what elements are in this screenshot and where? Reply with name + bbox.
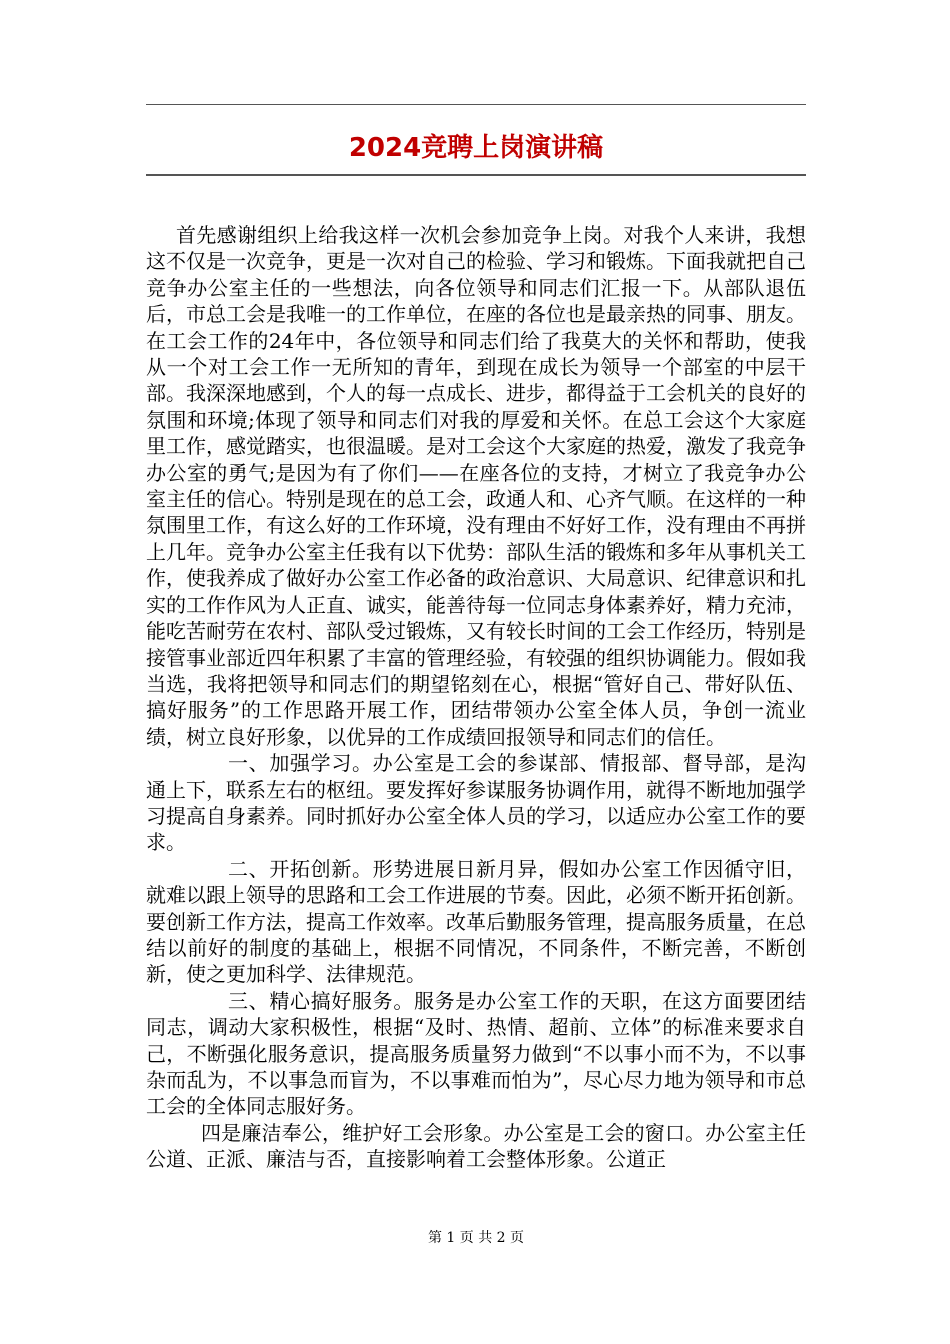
- paragraph-point-1: 一、加强学习。办公室是工会的参谋部、情报部、督导部，是沟通上下，联系左右的枢纽。要发挥好参谋服务协调作用，就得不断地加强学习提高自身素养。同时抓好办公室全体人员的学习，以适应办公室工作的要求。: [146, 751, 806, 855]
- paragraph-point-2: 二、开拓创新。形势进展日新月异，假如办公室工作因循守旧，就难以跟上领导的思路和工会工作进展的节奏。因此，必须不断开拓创新。要创新工作方法，提高工作效率。改革后勤服务管理，提高服务质量，在总结以前好的制度的基础上，根据不同情况，不同条件，不断完善，不断创新，使之更加科学、法律规范。: [146, 856, 806, 987]
- header-rule-bottom: [146, 174, 806, 176]
- paragraph-point-3: 三、精心搞好服务。服务是办公室工作的天职，在这方面要团结同志，调动大家积极性，根据“及时、热情、超前、立体”的标准来要求自己，不断强化服务意识，提高服务质量努力做到“不以事小而不为，不以事杂而乱为，不以事急而盲为，不以事难而怕为”，尽心尽力地为领导和市总工会的全体同志服好务。: [146, 988, 806, 1119]
- paragraph-intro: 首先感谢组织上给我这样一次机会参加竞争上岗。对我个人来讲，我想这不仅是一次竞争，更是一次对自己的检验、学习和锻炼。下面我就把自己竞争办公室主任的一些想法，向各位领导和同志们汇报一下。从部队退伍后，市总工会是我唯一的工作单位，在座的各位也是最亲热的同事、朋友。在工会工作的24年中，各位领导和同志们给了我莫大的关怀和帮助，使我从一个对工会工作一无所知的青年，到现在成长为领导一个部室的中层干部。我深深地感到，个人的每一点成长、进步，都得益于工会机关的良好的氛围和环境;体现了领导和同志们对我的厚爱和关怀。在总工会这个大家庭里工作，感觉踏实，也很温暖。是对工会这个大家庭的热爱，激发了我竞争办公室的勇气;是因为有了你们——在座各位的支持，才树立了我竞争办公室主任的信心。特别是现在的总工会，政通人和、心齐气顺。在这样的一种氛围里工作，有这么好的工作环境，没有理由不好好工作，没有理由不再拼上几年。竞争办公室主任我有以下优势：部队生活的锻炼和多年从事机关工作，使我养成了做好办公室工作必备的政治意识、大局意识、纪律意识和扎实的工作作风为人正直、诚实，能善待每一位同志身体素养好，精力充沛，能吃苦耐劳在农村、部队受过锻炼，又有较长时间的工会工作经历，特别是接管事业部近四年积累了丰富的管理经验，有较强的组织协调能力。假如我当选，我将把领导和同志们的期望铭刻在心，根据“管好自己、带好队伍、搞好服务”的工作思路开展工作，团结带领办公室全体人员，争创一流业绩，树立良好形象，以优异的工作成绩回报领导和同志们的信任。: [146, 223, 806, 749]
- paragraph-point-4: 四是廉洁奉公，维护好工会形象。办公室是工会的窗口。办公室主任公道、正派、廉洁与否，直接影响着工会整体形象。公道正: [146, 1120, 806, 1172]
- header-rule-top: [146, 104, 806, 105]
- document-title: 2024竞聘上岗演讲稿: [348, 133, 604, 163]
- page-footer: 第 1 页 共 2 页: [427, 1230, 525, 1246]
- document-body: [146, 222, 806, 1173]
